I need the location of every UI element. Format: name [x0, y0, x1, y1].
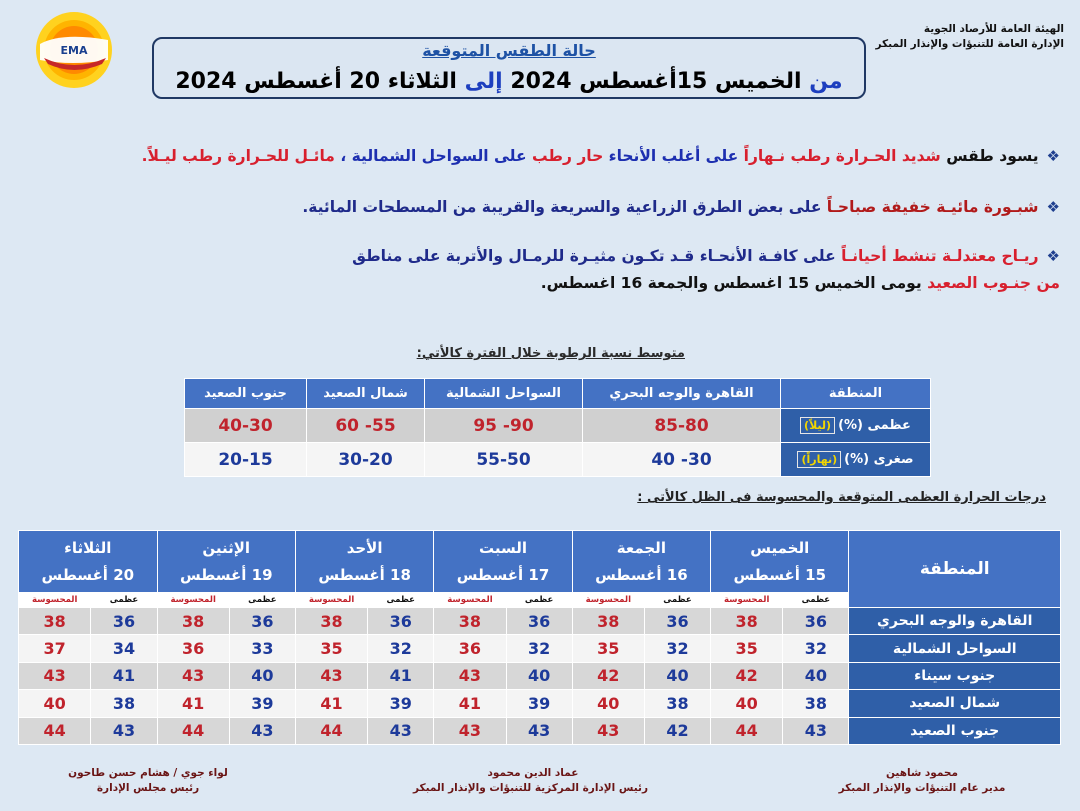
date-end: الثلاثاء 20 أغسطس 2024	[175, 69, 457, 94]
date-to-label: إلى	[464, 69, 503, 94]
felt-temp-value: 44	[711, 717, 783, 744]
table-row	[19, 717, 1061, 744]
max-subheader: عظمى	[506, 593, 572, 608]
day-name: الجمعة	[616, 538, 666, 557]
felt-temp-value: 38	[157, 608, 229, 635]
felt-temp-value: 38	[572, 608, 644, 635]
date-range	[154, 69, 864, 94]
table-row	[19, 662, 1061, 689]
max-temp-value: 43	[229, 717, 295, 744]
diamond-bullet-icon: ❖	[1046, 147, 1060, 165]
bullet-text-segment: على كافـة الأنحـاء قـد تكـون مثيـرة للرمـال والأتربة على مناطق	[352, 247, 836, 265]
signature-title: رئيس الإدارة المركزية للتنبؤات والإنذار المبكر	[412, 782, 648, 794]
region-name: السواحل الشمالية	[849, 635, 1061, 662]
max-temp-value: 40	[506, 662, 572, 689]
felt-temp-value: 43	[434, 717, 506, 744]
felt-temp-value: 37	[19, 635, 91, 662]
humidity-value: 90- 95	[425, 409, 583, 443]
max-subheader: عظمى	[91, 593, 157, 608]
bullet-text-segment: يومى الخميس 15 اغسطس والجمعة 16 اغسطس.	[540, 274, 928, 292]
table-row	[19, 635, 1061, 662]
day-date: 15 أغسطس	[733, 565, 827, 584]
felt-temp-value: 43	[19, 662, 91, 689]
max-temp-value: 32	[368, 635, 434, 662]
felt-temp-value: 42	[572, 662, 644, 689]
forecast-bullet-1	[20, 143, 1060, 170]
humidity-value: 30- 40	[583, 443, 781, 477]
max-subheader: عظمى	[368, 593, 434, 608]
humidity-header-north-coast: السواحل الشمالية	[425, 379, 583, 409]
humidity-value: 55-50	[425, 443, 583, 477]
temperature-caption: درجات الحرارة العظمى المتوقعة والمحسوسة فى الظل كالأتى :	[637, 490, 1046, 505]
day-header	[711, 531, 849, 593]
felt-temp-value: 41	[295, 690, 367, 717]
region-name: جنوب سيناء	[849, 662, 1061, 689]
felt-temp-value: 36	[157, 635, 229, 662]
felt-subheader: المحسوسة	[295, 593, 367, 608]
max-temp-value: 34	[91, 635, 157, 662]
bullet-text-segment: حار رطب	[532, 147, 604, 165]
felt-temp-value: 43	[572, 717, 644, 744]
felt-temp-value: 36	[434, 635, 506, 662]
signature-name: محمود شاهين	[885, 767, 959, 779]
logo-text: EMA	[60, 44, 88, 57]
max-temp-value: 40	[783, 662, 849, 689]
signature-block	[48, 766, 248, 796]
max-temp-value: 38	[644, 690, 710, 717]
region-column-header: المنطقة	[849, 531, 1061, 608]
felt-subheader: المحسوسة	[572, 593, 644, 608]
humidity-value: 40-30	[185, 409, 307, 443]
signature-name: عماد الدين محمود	[487, 767, 579, 779]
max-subheader: عظمى	[783, 593, 849, 608]
page-title: حالة الطقس المتوقعة	[422, 41, 596, 60]
felt-subheader: المحسوسة	[711, 593, 783, 608]
max-temp-value: 38	[91, 690, 157, 717]
day-date: 17 أغسطس	[456, 565, 550, 584]
max-temp-value: 43	[368, 717, 434, 744]
humidity-row-label: صغرى (%)(نهاراً)	[781, 443, 931, 477]
max-temp-value: 32	[783, 635, 849, 662]
day-date: 19 أغسطس	[179, 565, 273, 584]
table-row	[19, 608, 1061, 635]
felt-temp-value: 44	[19, 717, 91, 744]
humidity-header-region: المنطقة	[781, 379, 931, 409]
max-temp-value: 41	[91, 662, 157, 689]
bullet-text-segment: شبـورة مائيـة خفيفة صباحـاً	[821, 198, 1039, 216]
felt-temp-value: 38	[434, 608, 506, 635]
bullet-text-segment: شديد الحـرارة رطب نـهاراً	[743, 147, 941, 165]
day-header	[19, 531, 158, 593]
felt-subheader: المحسوسة	[434, 593, 506, 608]
humidity-value: 55- 60	[307, 409, 425, 443]
day-header	[434, 531, 572, 593]
day-header	[157, 531, 295, 593]
day-name: الأحد	[346, 538, 383, 557]
diamond-bullet-icon: ❖	[1046, 198, 1060, 216]
felt-subheader: المحسوسة	[19, 593, 91, 608]
diamond-bullet-icon: ❖	[1046, 247, 1060, 265]
humidity-header-south-upper: جنوب الصعيد	[185, 379, 307, 409]
bullet-text-segment: على السواحل الشمالية ،	[334, 147, 532, 165]
felt-temp-value: 35	[295, 635, 367, 662]
bullet-text-segment: مائـل للحـرارة رطب ليـلاً.	[141, 147, 335, 165]
felt-temp-value: 38	[295, 608, 367, 635]
signature-title: مدير عام التنبؤات والإنذار المبكر	[838, 782, 1006, 794]
felt-subheader: المحسوسة	[157, 593, 229, 608]
max-temp-value: 40	[644, 662, 710, 689]
max-temp-value: 36	[644, 608, 710, 635]
max-temp-value: 39	[229, 690, 295, 717]
signature-block	[412, 766, 648, 796]
max-temp-value: 43	[91, 717, 157, 744]
temperature-table	[18, 530, 1061, 745]
agency-line-2: الإدارة العامة للتنبؤات والإنذار المبكر	[875, 38, 1064, 50]
felt-temp-value: 41	[434, 690, 506, 717]
felt-temp-value: 38	[711, 608, 783, 635]
bullet-text-segment: من جنـوب الصعيد	[927, 274, 1060, 292]
day-header	[295, 531, 433, 593]
felt-temp-value: 44	[157, 717, 229, 744]
night-badge: (ليلاً)	[800, 417, 835, 434]
date-start: الخميس 15أغسطس 2024	[510, 69, 802, 94]
humidity-row-label: عظمى (%)(ليلاً)	[781, 409, 931, 443]
max-temp-value: 36	[368, 608, 434, 635]
max-temp-value: 32	[644, 635, 710, 662]
felt-temp-value: 35	[572, 635, 644, 662]
felt-temp-value: 43	[157, 662, 229, 689]
region-name: جنوب الصعيد	[849, 717, 1061, 744]
humidity-header-north-upper: شمال الصعيد	[307, 379, 425, 409]
bullet-text-segment: يسود طقس	[940, 147, 1039, 165]
humidity-table	[184, 378, 931, 477]
day-name: الثلاثاء	[64, 538, 112, 557]
max-subheader: عظمى	[229, 593, 295, 608]
humidity-value: 30-20	[307, 443, 425, 477]
signature-title: رئيس مجلس الإدارة	[96, 782, 200, 794]
humidity-value: 20-15	[185, 443, 307, 477]
humidity-value: 85-80	[583, 409, 781, 443]
humidity-header-row	[185, 379, 931, 409]
max-temp-value: 36	[783, 608, 849, 635]
felt-temp-value: 40	[572, 690, 644, 717]
max-subheader: عظمى	[644, 593, 710, 608]
felt-temp-value: 43	[295, 662, 367, 689]
date-from-label: من	[809, 69, 843, 94]
agency-line-1: الهيئة العامة للأرصاد الجوية	[923, 23, 1064, 35]
max-temp-value: 38	[783, 690, 849, 717]
bullet-text-segment: على بعض الطرق الزراعية والسريعة والقريبة من المسطحات المائية.	[302, 198, 822, 216]
max-temp-value: 39	[368, 690, 434, 717]
day-date: 20 أغسطس	[41, 565, 135, 584]
felt-temp-value: 43	[434, 662, 506, 689]
max-temp-value: 36	[91, 608, 157, 635]
forecast-bullet-2	[20, 194, 1060, 221]
felt-temp-value: 44	[295, 717, 367, 744]
max-temp-value: 36	[506, 608, 572, 635]
day-date: 16 أغسطس	[595, 565, 688, 584]
forecast-bullet-3	[20, 243, 1060, 297]
day-name: السبت	[478, 538, 527, 557]
humidity-caption: متوسط نسبة الرطوبة خلال الفترة كالأتي:	[416, 346, 685, 361]
title-box	[152, 37, 866, 99]
signature-block	[822, 766, 1022, 796]
day-header	[572, 531, 710, 593]
day-header-row	[19, 531, 1061, 593]
humidity-header-cairo: القاهرة والوجه البحري	[583, 379, 781, 409]
max-temp-value: 33	[229, 635, 295, 662]
max-temp-value: 36	[229, 608, 295, 635]
felt-temp-value: 40	[19, 690, 91, 717]
day-name: الإثنين	[202, 538, 251, 557]
day-badge: (نهاراً)	[797, 451, 841, 468]
region-name: شمال الصعيد	[849, 690, 1061, 717]
humidity-row-max	[185, 409, 931, 443]
ema-logo	[22, 10, 126, 90]
region-name: القاهرة والوجه البحري	[849, 608, 1061, 635]
max-temp-value: 39	[506, 690, 572, 717]
max-temp-value: 32	[506, 635, 572, 662]
felt-temp-value: 42	[711, 662, 783, 689]
bullet-text-segment: على أغلب الأنحاء	[603, 147, 744, 165]
humidity-row-min	[185, 443, 931, 477]
signature-name: لواء جوي / هشام حسن طاحون	[68, 767, 228, 779]
felt-temp-value: 35	[711, 635, 783, 662]
felt-temp-value: 38	[19, 608, 91, 635]
day-date: 18 أغسطس	[318, 565, 411, 584]
max-temp-value: 40	[229, 662, 295, 689]
table-row	[19, 690, 1061, 717]
max-temp-value: 42	[644, 717, 710, 744]
max-temp-value: 41	[368, 662, 434, 689]
day-name: الخميس	[750, 538, 810, 557]
max-temp-value: 43	[506, 717, 572, 744]
felt-temp-value: 41	[157, 690, 229, 717]
felt-temp-value: 40	[711, 690, 783, 717]
max-temp-value: 43	[783, 717, 849, 744]
bullet-text-segment: ريـاح معتدلـة تنشط أحيانـاً	[835, 247, 1039, 265]
